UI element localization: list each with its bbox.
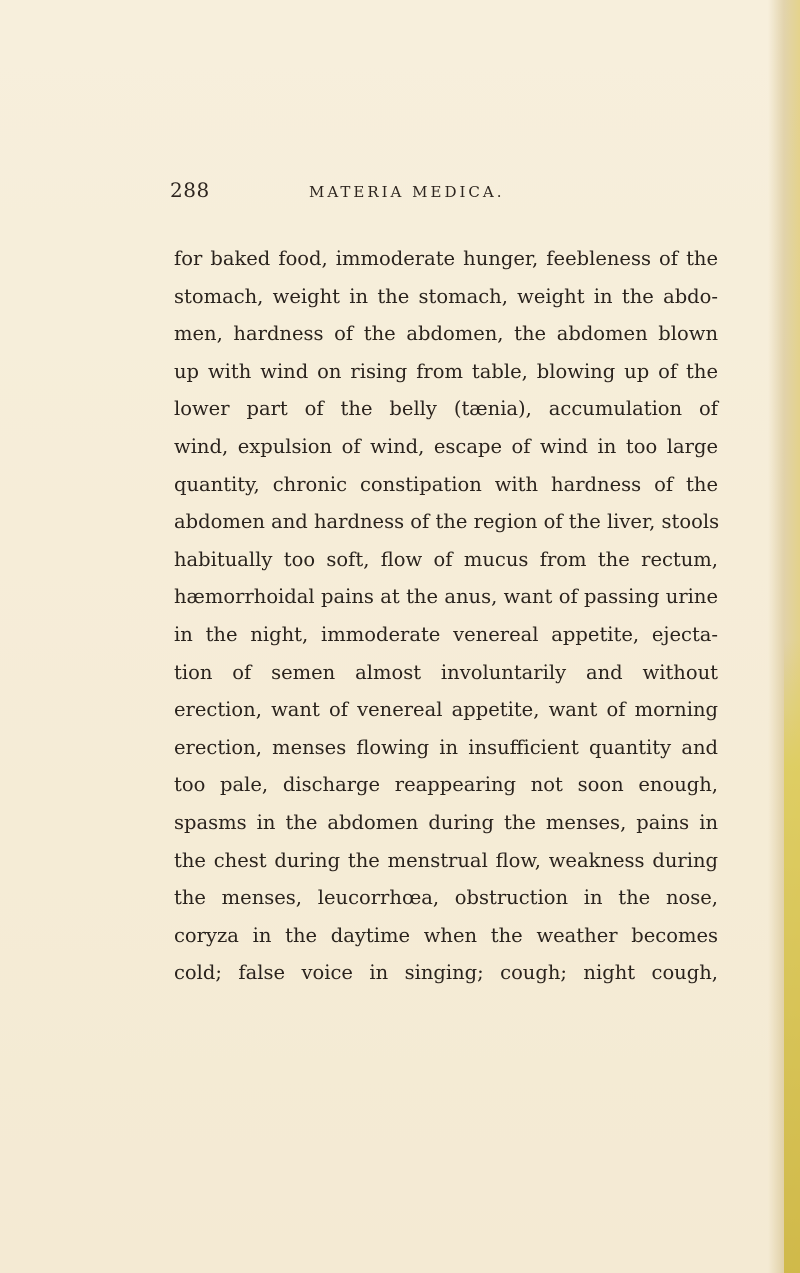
text-line: habitually too soft, flow of mucus from the rectum,: [174, 547, 718, 571]
page-number: 288: [170, 178, 210, 202]
text-line: erection, menses flowing in insufficient quantity and: [174, 735, 718, 759]
text-line: cold; false voice in singing; cough; night cough,: [174, 961, 718, 985]
text-line: for baked food, immoderate hunger, feebleness of the: [174, 247, 718, 270]
text-line: stomach, weight in the stomach, weight in the abdo-: [174, 284, 718, 308]
text-line: lower part of the belly (tænia), accumulation of: [174, 397, 718, 421]
text-line: in the night, immoderate venereal appetite, ejecta-: [174, 622, 718, 646]
page-header: [0, 178, 800, 208]
text-line: too pale, discharge reappearing not soon enough,: [174, 773, 718, 797]
text-line: up with wind on rising from table, blowing up of the: [174, 359, 718, 383]
text-line: abdomen and hardness of the region of the liver, stools: [174, 510, 720, 534]
text-line: wind, expulsion of wind, escape of wind in too large: [174, 434, 718, 458]
text-line: spasms in the abdomen during the menses, pains in: [174, 810, 718, 834]
text-line: tion of semen almost involuntarily and without: [174, 660, 718, 684]
text-line: the chest during the menstrual flow, weakness during: [174, 848, 718, 872]
page-edge-stain: [784, 640, 800, 1273]
text-line: men, hardness of the abdomen, the abdomen blown: [174, 322, 718, 346]
text-line: coryza in the daytime when the weather becomes: [174, 923, 718, 947]
text-line: erection, want of venereal appetite, want of morning: [174, 698, 718, 722]
text-line: quantity, chronic constipation with hardness of the: [174, 472, 718, 496]
text-line: the menses, leucorrhœa, obstruction in the nose,: [174, 886, 718, 910]
body-text: [174, 240, 718, 992]
text-line: hæmorrhoidal pains at the anus, want of passing urine: [174, 585, 718, 609]
running-head: MATERIA MEDICA.: [309, 183, 505, 201]
